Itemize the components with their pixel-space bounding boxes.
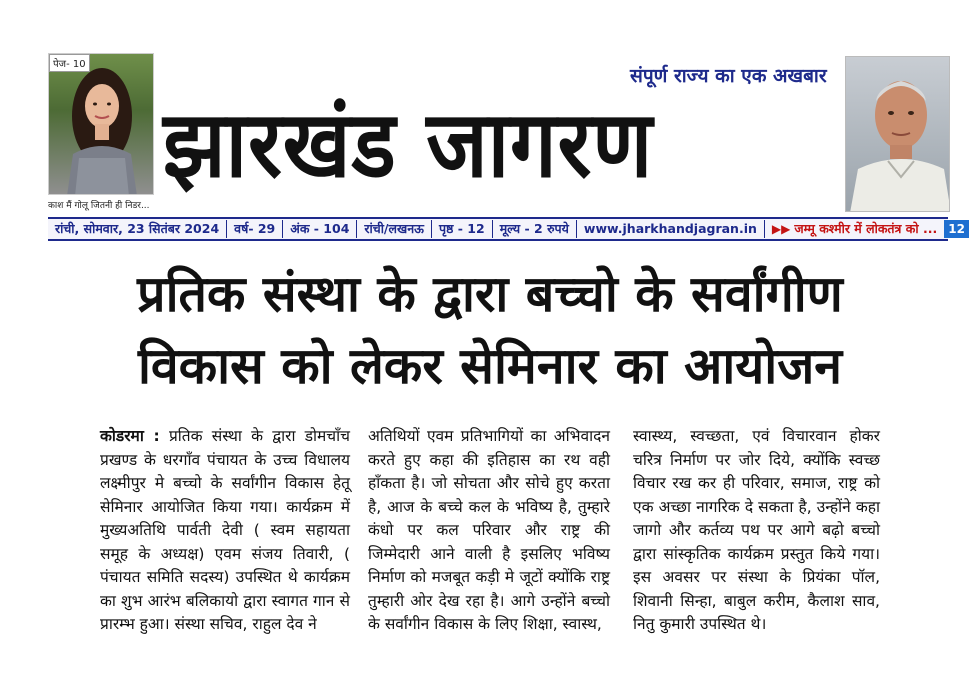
page-label: पेज- 10 <box>49 54 90 72</box>
edition-cities: रांची/लखनऊ <box>357 220 432 238</box>
website-link[interactable]: www.jharkhandjagran.in <box>577 220 765 238</box>
issue-date: रांची, सोमवार, 23 सितंबर 2024 <box>48 220 227 238</box>
price: मूल्य - 2 रुपये <box>493 220 577 238</box>
promo-photo[interactable] <box>48 53 154 195</box>
headline-line-1: प्रतिक संस्था के द्वारा बच्चो के सर्वांगीण <box>137 265 843 323</box>
promo-caption[interactable]: काश मैं गोलू जितनी ही निडर... <box>48 201 150 211</box>
issue-year: वर्ष- 29 <box>227 220 283 238</box>
article-headline <box>60 258 920 402</box>
ticker-text: जम्मू कश्मीर में लोकतंत्र को ... <box>794 221 938 236</box>
politician-photo[interactable] <box>845 56 950 212</box>
issue-number: अंक - 104 <box>283 220 357 238</box>
masthead-tagline: संपूर्ण राज्य का एक अखबार <box>630 65 827 87</box>
newspaper-title: झारखंड जागरण <box>163 91 654 198</box>
article-column-1 <box>100 425 350 637</box>
article-column-2: अतिथियों एवम प्रतिभागियों का अभिवादन करते हुए कहा की इतिहास का रथ वही हाँकता है। जो सोचता और सोचे हुए करता है, आज के बच्चे कल के भविष्य है, तुम्हारे कंधो पर कल परिवार और राष्ट्र की जिम्मेदारी आने वाली है इसलिए भविष्य निर्माण को मजबूत कड़ी मे जूटों क्योंकि राष्ट्र तुम्हारी ओर देख रहा है। आगे उन्होंने बच्चो के सर्वांगीन विकास के लिए शिक्षा, स्वास्थ, <box>368 427 610 633</box>
page-count: पृष्ठ - 12 <box>432 220 493 238</box>
article-column-3: स्वास्थ्य, स्वच्छता, एवं विचारवान होकर चरित्र निर्माण पर जोर दिये, क्योंकि स्वच्छ विचार रख कर ही परिवार, समाज, राष्ट्र को एक अच्छा नागरिक दे सकता है, उन्होंने कहा जागो और कर्तव्य पथ पर आगे बढ़ो बच्चो द्वारा सांस्कृतिक कार्यक्रम प्रस्तुत किये गया। इस अवसर पर संस्था के प्रियंका पॉल, शिवानी सिन्हा, बाबुल करीम, कैलाश साव, नितु कुमारी उपस्थित थे। <box>633 427 880 633</box>
man-portrait-image <box>846 57 950 212</box>
column-1-text: प्रतिक संस्था के द्वारा डोमचाँच प्रखण्ड के धरगाँव पंचायत के उच्च विधालय लक्ष्मीपुर मे बच्चो के सर्वांगीन विकास हेतू सेमिनार आयोजित किया गया। कार्यक्रम में मुख्यअतिथि पार्वती देवी ( स्वम सहायता समूह के अध्यक्ष) एवम संजय तिवारी, ( पंचायत समिति सदस्य) उपस्थित थे कार्यक्रम का शुभ आरंभ बलिकायो द्वारा स्वागत गान से प्रारम्भ हुआ। संस्था सचिव, राहुल देव ने <box>100 427 350 633</box>
woman-portrait-image <box>49 54 154 195</box>
issue-info-bar <box>48 217 965 241</box>
headline-line-2: विकास को लेकर सेमिनार का आयोजन <box>137 337 843 395</box>
dateline: कोडरमा : <box>100 427 160 445</box>
page-number-badge: 12 <box>944 220 969 238</box>
double-arrow-icon: ▶▶ <box>771 222 791 236</box>
news-ticker[interactable] <box>765 220 944 238</box>
